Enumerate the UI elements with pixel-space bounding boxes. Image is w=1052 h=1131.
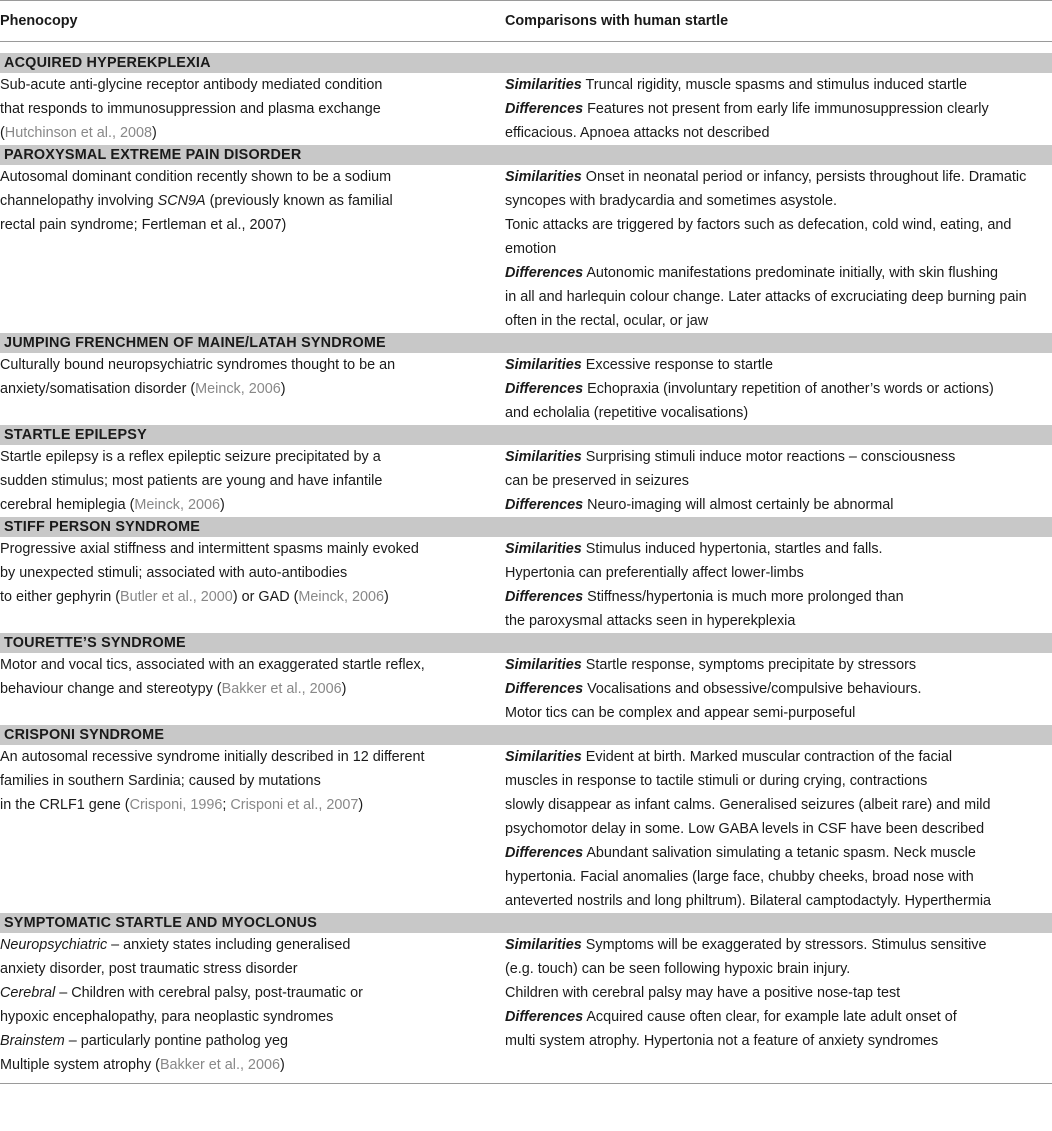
text-run: – particularly pontine patholog yeg bbox=[64, 1033, 288, 1049]
text-run: slowly disappear as infant calms. Generalised seizures (albeit rare) and mild bbox=[505, 797, 991, 813]
text-line bbox=[0, 537, 505, 561]
text-run: Sub-acute anti-glycine receptor antibody mediated condition bbox=[0, 77, 383, 93]
text-line bbox=[0, 1029, 505, 1053]
text-line bbox=[505, 889, 1052, 913]
text-line bbox=[0, 377, 505, 401]
comparison-text bbox=[505, 165, 1052, 333]
table-row bbox=[0, 745, 1052, 913]
reference-link: Bakker et al., 2006 bbox=[159, 1057, 280, 1073]
section-title: CRISPONI SYNDROME bbox=[0, 725, 1052, 745]
text-line bbox=[505, 261, 1052, 285]
reference-link: Meinck, 2006 bbox=[195, 381, 281, 397]
text-run: Evident at birth. Marked muscular contraction of the facial bbox=[581, 749, 953, 765]
text-run: Surprising stimuli induce motor reactions – consciousness bbox=[581, 449, 956, 465]
text-run: multi system atrophy. Hypertonia not a feature of anxiety syndromes bbox=[505, 1033, 939, 1049]
comparison-label: Similarities bbox=[505, 749, 582, 765]
text-run: rectal pain syndrome; Fertleman et al., 2007) bbox=[0, 217, 287, 233]
text-run: Excessive response to startle bbox=[581, 357, 773, 373]
text-run: anxiety/somatisation disorder ( bbox=[0, 381, 196, 397]
text-line bbox=[0, 1005, 505, 1029]
text-run: cerebral hemiplegia ( bbox=[0, 497, 135, 513]
comparison-label: Similarities bbox=[505, 937, 582, 953]
text-run: hypertonia. Facial anomalies (large face, chubby cheeks, broad nose with bbox=[505, 869, 974, 885]
italic-term: Brainstem bbox=[0, 1033, 65, 1049]
comparison-label: Similarities bbox=[505, 169, 582, 185]
text-line bbox=[505, 933, 1052, 957]
text-run: Hypertonia can preferentially affect lower-limbs bbox=[505, 565, 804, 581]
text-run: Neuro-imaging will almost certainly be abnormal bbox=[583, 497, 894, 513]
text-run: Acquired cause often clear, for example late adult onset of bbox=[583, 1009, 957, 1025]
text-line bbox=[505, 213, 1052, 237]
text-run: Symptoms will be exaggerated by stressors. Stimulus sensitive bbox=[581, 937, 987, 953]
text-line bbox=[505, 189, 1052, 213]
text-run: Autonomic manifestations predominate initially, with skin flushing bbox=[583, 265, 998, 281]
text-run: Features not present from early life immunosuppression clearly bbox=[583, 101, 989, 117]
phenocopy-description bbox=[0, 445, 505, 517]
comparison-label: Differences bbox=[505, 381, 584, 397]
text-run: Tonic attacks are triggered by factors such as defecation, cold wind, eating, and bbox=[505, 217, 1012, 233]
text-line bbox=[505, 769, 1052, 793]
text-run: in the CRLF1 gene ( bbox=[0, 797, 130, 813]
table-row bbox=[0, 73, 1052, 145]
text-line bbox=[0, 769, 505, 793]
text-run: emotion bbox=[505, 241, 557, 257]
phenocopy-description bbox=[0, 73, 505, 145]
reference-link: Bakker et al., 2006 bbox=[221, 681, 342, 697]
table-header-row bbox=[0, 1, 1052, 42]
text-line bbox=[0, 97, 505, 121]
table-row bbox=[0, 353, 1052, 425]
text-line bbox=[505, 745, 1052, 769]
text-run: Multiple system atrophy ( bbox=[0, 1057, 160, 1073]
reference-link: Butler et al., 2000 bbox=[120, 589, 233, 605]
text-line bbox=[0, 957, 505, 981]
header-phenocopy: Phenocopy bbox=[0, 1, 505, 42]
text-run: ) bbox=[279, 1057, 285, 1073]
text-line bbox=[505, 793, 1052, 817]
section-title: STIFF PERSON SYNDROME bbox=[0, 517, 1052, 537]
text-run: hypoxic encephalopathy, para neoplastic syndromes bbox=[0, 1009, 334, 1025]
table-row bbox=[0, 537, 1052, 633]
phenocopy-description bbox=[0, 165, 505, 333]
text-run: that responds to immunosuppression and plasma exchange bbox=[0, 101, 381, 117]
text-line bbox=[505, 237, 1052, 261]
text-run: syncopes with bradycardia and sometimes asystole. bbox=[505, 193, 837, 209]
text-line bbox=[505, 609, 1052, 633]
text-line bbox=[0, 653, 505, 677]
table-row bbox=[0, 933, 1052, 1077]
text-line bbox=[505, 653, 1052, 677]
text-run: Echopraxia (involuntary repetition of another’s words or actions) bbox=[583, 381, 994, 397]
italic-term: Neuropsychiatric bbox=[0, 937, 108, 953]
text-run: Startle epilepsy is a reflex epileptic seizure precipitated by a bbox=[0, 449, 381, 465]
text-line bbox=[0, 445, 505, 469]
section-title: STARTLE EPILEPSY bbox=[0, 425, 1052, 445]
italic-term: Cerebral bbox=[0, 985, 56, 1001]
table-row bbox=[0, 445, 1052, 517]
text-run: Progressive axial stiffness and intermittent spasms mainly evoked bbox=[0, 541, 419, 557]
text-line bbox=[0, 469, 505, 493]
phenocopy-description bbox=[0, 745, 505, 913]
text-run: (e.g. touch) can be seen following hypoxic brain injury. bbox=[505, 961, 851, 977]
comparison-label: Similarities bbox=[505, 449, 582, 465]
text-run: anteverted nostrils and long philtrum). Bilateral camptodactyly. Hyperthermia bbox=[505, 893, 992, 909]
comparison-text bbox=[505, 745, 1052, 913]
comparison-label: Similarities bbox=[505, 657, 582, 673]
comparison-label: Differences bbox=[505, 1009, 584, 1025]
comparison-text bbox=[505, 445, 1052, 517]
text-line bbox=[0, 745, 505, 769]
section-header-row bbox=[0, 425, 1052, 445]
text-line bbox=[0, 73, 505, 97]
text-run: anxiety disorder, post traumatic stress disorder bbox=[0, 961, 298, 977]
text-run: behaviour change and stereotypy ( bbox=[0, 681, 222, 697]
text-line bbox=[0, 189, 505, 213]
text-line bbox=[505, 841, 1052, 865]
text-line bbox=[505, 353, 1052, 377]
text-run: and echolalia (repetitive vocalisations) bbox=[505, 405, 749, 421]
text-run: channelopathy involving bbox=[0, 193, 158, 209]
text-run: Stimulus induced hypertonia, startles and falls. bbox=[581, 541, 883, 557]
text-run: the paroxysmal attacks seen in hyperekplexia bbox=[505, 613, 796, 629]
reference-link: Meinck, 2006 bbox=[134, 497, 220, 513]
text-run: Motor and vocal tics, associated with an exaggerated startle reflex, bbox=[0, 657, 425, 673]
text-line bbox=[505, 677, 1052, 701]
comparison-label: Differences bbox=[505, 681, 584, 697]
text-run: sudden stimulus; most patients are young and have infantile bbox=[0, 473, 383, 489]
text-line bbox=[505, 165, 1052, 189]
comparison-label: Similarities bbox=[505, 541, 582, 557]
text-run: ) bbox=[358, 797, 364, 813]
text-run: ) bbox=[341, 681, 347, 697]
text-line bbox=[505, 445, 1052, 469]
text-run: to either gephyrin ( bbox=[0, 589, 120, 605]
comparison-label: Similarities bbox=[505, 357, 582, 373]
text-run: families in southern Sardinia; caused by mutations bbox=[0, 773, 321, 789]
reference-link: Crisponi, 1996 bbox=[129, 797, 223, 813]
text-run: (previously known as familial bbox=[205, 193, 393, 209]
text-line bbox=[505, 585, 1052, 609]
text-run: Abundant salivation simulating a tetanic spasm. Neck muscle bbox=[583, 845, 976, 861]
comparison-text bbox=[505, 353, 1052, 425]
text-run: – anxiety states including generalised bbox=[107, 937, 351, 953]
text-run: An autosomal recessive syndrome initially described in 12 different bbox=[0, 749, 425, 765]
text-line bbox=[0, 561, 505, 585]
reference-link: Crisponi et al., 2007 bbox=[230, 797, 359, 813]
text-run: by unexpected stimuli; associated with auto-antibodies bbox=[0, 565, 348, 581]
section-title: ACQUIRED HYPEREKPLEXIA bbox=[0, 53, 1052, 73]
text-line bbox=[505, 957, 1052, 981]
text-run: can be preserved in seizures bbox=[505, 473, 689, 489]
text-line bbox=[0, 933, 505, 957]
reference-link: Hutchinson et al., 2008 bbox=[4, 125, 152, 141]
text-line bbox=[505, 285, 1052, 309]
text-run: ) bbox=[152, 125, 157, 141]
text-run: in all and harlequin colour change. Later attacks of excruciating deep burning pain bbox=[505, 289, 1027, 305]
section-title: SYMPTOMATIC STARTLE AND MYOCLONUS bbox=[0, 913, 1052, 933]
header-comparisons: Comparisons with human startle bbox=[505, 1, 1052, 42]
text-run: ; bbox=[222, 797, 231, 813]
text-line bbox=[0, 793, 505, 817]
text-line bbox=[505, 493, 1052, 517]
section-title: PAROXYSMAL EXTREME PAIN DISORDER bbox=[0, 145, 1052, 165]
text-run: Vocalisations and obsessive/compulsive behaviours. bbox=[583, 681, 922, 697]
text-run: Autosomal dominant condition recently shown to be a sodium bbox=[0, 169, 392, 185]
text-line bbox=[505, 981, 1052, 1005]
table-row bbox=[0, 165, 1052, 333]
section-header-row bbox=[0, 53, 1052, 73]
comparison-label: Differences bbox=[505, 497, 584, 513]
text-line bbox=[0, 493, 505, 517]
text-run: muscles in response to tactile stimuli or during crying, contractions bbox=[505, 773, 928, 789]
comparison-label: Differences bbox=[505, 265, 584, 281]
text-run: ) bbox=[280, 381, 286, 397]
section-header-row bbox=[0, 517, 1052, 537]
comparison-label: Differences bbox=[505, 101, 584, 117]
text-run: ( bbox=[0, 125, 5, 141]
text-line bbox=[0, 677, 505, 701]
text-line bbox=[505, 817, 1052, 841]
text-run: Truncal rigidity, muscle spasms and stimulus induced startle bbox=[581, 77, 968, 93]
text-line bbox=[505, 309, 1052, 333]
italic-term: SCN9A bbox=[157, 193, 206, 209]
text-line bbox=[505, 469, 1052, 493]
comparison-text bbox=[505, 537, 1052, 633]
table-bottom-rule bbox=[0, 1077, 1052, 1084]
phenocopy-description bbox=[0, 933, 505, 1077]
text-run: Onset in neonatal period or infancy, persists throughout life. Dramatic bbox=[581, 169, 1027, 185]
text-run: Children with cerebral palsy may have a positive nose-tap test bbox=[505, 985, 901, 1001]
section-title: JUMPING FRENCHMEN OF MAINE/LATAH SYNDROME bbox=[0, 333, 1052, 353]
text-line bbox=[505, 121, 1052, 145]
text-line bbox=[505, 865, 1052, 889]
text-line bbox=[505, 537, 1052, 561]
phenocopy-description bbox=[0, 353, 505, 425]
text-line bbox=[505, 377, 1052, 401]
text-line bbox=[0, 981, 505, 1005]
text-run: ) or GAD ( bbox=[232, 589, 299, 605]
text-run: psychomotor delay in some. Low GABA levels in CSF have been described bbox=[505, 821, 985, 837]
table-row bbox=[0, 653, 1052, 725]
text-line bbox=[505, 561, 1052, 585]
section-header-row bbox=[0, 725, 1052, 745]
text-run: ) bbox=[219, 497, 225, 513]
comparison-label: Similarities bbox=[505, 77, 582, 93]
table-body bbox=[0, 42, 1052, 1084]
text-run: Motor tics can be complex and appear semi-purposeful bbox=[505, 705, 856, 721]
text-run: ) bbox=[383, 589, 389, 605]
comparison-label: Differences bbox=[505, 845, 584, 861]
text-line bbox=[505, 1029, 1052, 1053]
header-gap bbox=[0, 42, 1052, 54]
text-line bbox=[505, 701, 1052, 725]
reference-link: Meinck, 2006 bbox=[298, 589, 384, 605]
phenocopy-description bbox=[0, 653, 505, 725]
text-run: Startle response, symptoms precipitate by stressors bbox=[581, 657, 917, 673]
text-run: Culturally bound neuropsychiatric syndromes thought to be an bbox=[0, 357, 396, 373]
text-line bbox=[0, 585, 505, 609]
text-run: Stiffness/hypertonia is much more prolonged than bbox=[583, 589, 904, 605]
text-line bbox=[505, 1005, 1052, 1029]
text-run: – Children with cerebral palsy, post-traumatic or bbox=[55, 985, 363, 1001]
text-line bbox=[0, 121, 505, 145]
text-line bbox=[0, 213, 505, 237]
text-run: often in the rectal, ocular, or jaw bbox=[505, 313, 709, 329]
text-line bbox=[505, 97, 1052, 121]
comparison-label: Differences bbox=[505, 589, 584, 605]
comparison-text bbox=[505, 653, 1052, 725]
section-header-row bbox=[0, 913, 1052, 933]
text-line bbox=[505, 401, 1052, 425]
text-line bbox=[505, 73, 1052, 97]
comparison-text bbox=[505, 933, 1052, 1077]
text-line bbox=[0, 165, 505, 189]
comparison-text bbox=[505, 73, 1052, 145]
text-line bbox=[0, 353, 505, 377]
section-title: TOURETTE’S SYNDROME bbox=[0, 633, 1052, 653]
text-run: efficacious. Apnoea attacks not described bbox=[505, 125, 770, 141]
section-header-row bbox=[0, 145, 1052, 165]
section-header-row bbox=[0, 633, 1052, 653]
phenocopy-description bbox=[0, 537, 505, 633]
text-line bbox=[0, 1053, 505, 1077]
section-header-row bbox=[0, 333, 1052, 353]
